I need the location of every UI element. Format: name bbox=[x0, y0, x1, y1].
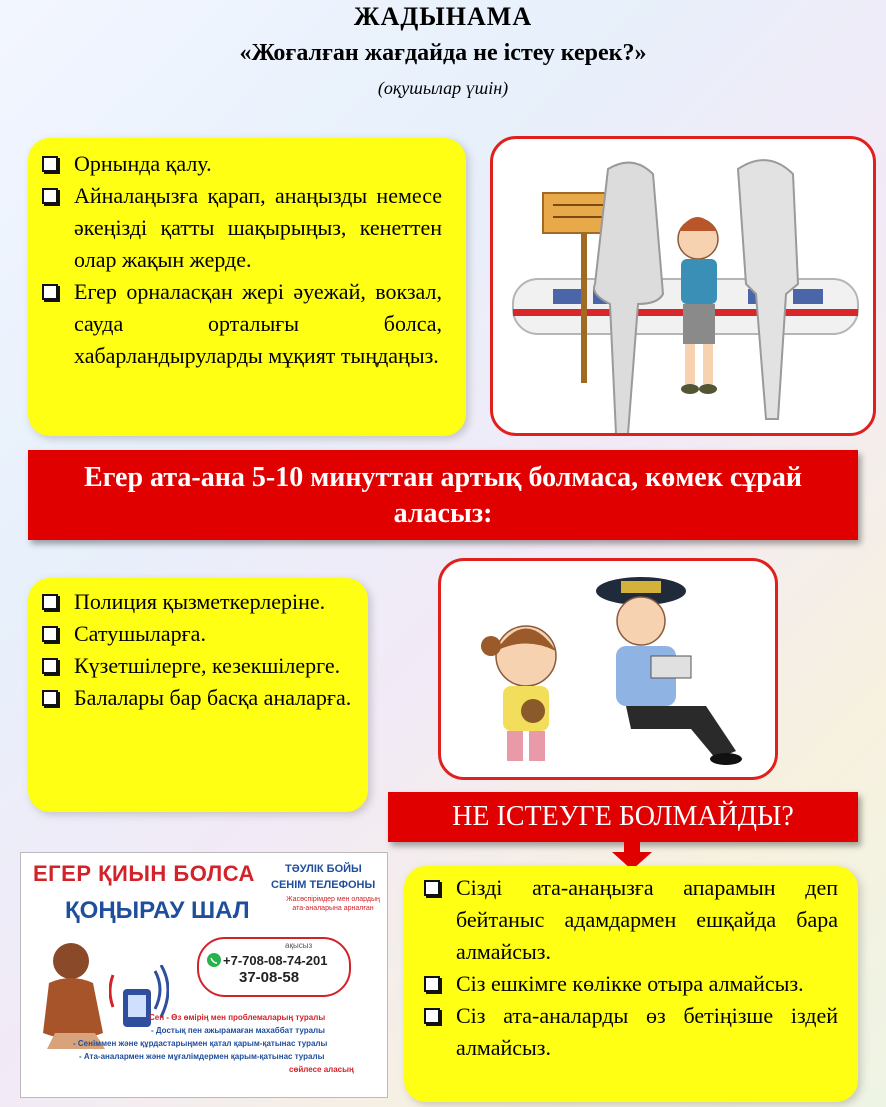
free-label: ақысыз bbox=[285, 941, 313, 950]
checkbox-icon bbox=[424, 1008, 440, 1024]
list-item: Балалары бар басқа аналарға. bbox=[32, 682, 352, 714]
list-item: Егер орналасқан жері әуежай, вокзал, сауда орталығы болса, хабарландыруларды мұқият тыңдаңыз. bbox=[32, 276, 442, 372]
forbidden-actions-box bbox=[404, 866, 858, 1102]
helpline-side-3: Жасөспірімдер мен олардың ата-аналарына арналған bbox=[286, 896, 380, 912]
list-item: Күзетшілерге, кезекшілерге. bbox=[32, 650, 352, 682]
topic-line: - Сеніммен және құрдастарыңмен қатал қарым-қатынас туралы bbox=[73, 1039, 328, 1048]
helpline-side-1: ТӘУЛІК БОЙЫ bbox=[285, 863, 362, 875]
list-item: Сіз ешкімге көлікке отыра алмайсыз. bbox=[414, 968, 838, 1000]
lost-child-illustration bbox=[490, 136, 876, 436]
who-to-ask-box bbox=[28, 578, 368, 812]
checkbox-icon bbox=[42, 690, 58, 706]
phone-number-2: 37-08-58 bbox=[239, 969, 300, 986]
checkbox-icon bbox=[42, 188, 58, 204]
checkbox-icon bbox=[42, 626, 58, 642]
checkbox-icon bbox=[424, 880, 440, 896]
topic-line: - Достық пен ажырамаған махаббат туралы bbox=[151, 1026, 325, 1035]
list-item: Айналаңызға қарап, анаңызды немесе әкеңізді қатты шақырыңыз, кенеттен олар жақын жерде. bbox=[32, 180, 442, 276]
topic-line: сөйлесе аласың bbox=[289, 1065, 354, 1074]
topic-line: Сен - Өз өмірің мен проблемаларың туралы bbox=[149, 1013, 326, 1022]
helpline-side-2: СЕНІМ ТЕЛЕФОНЫ bbox=[271, 879, 376, 891]
checkbox-icon bbox=[42, 156, 58, 172]
list-item: Сатушыларға. bbox=[32, 618, 352, 650]
topic-line: - Ата-аналармен және мұғалімдермен қарым-қатынас туралы bbox=[79, 1052, 325, 1061]
checkbox-icon bbox=[42, 594, 58, 610]
page-title: ЖАДЫНАМА bbox=[353, 2, 533, 31]
police-helping-child-illustration bbox=[438, 558, 778, 780]
whatsapp-icon bbox=[207, 953, 221, 967]
page-subtitle: «Жоғалған жағдайда не істеу керек?» bbox=[239, 40, 647, 66]
phone-number-1: +7-708-08-74-201 bbox=[223, 953, 328, 968]
helpline-poster bbox=[20, 852, 388, 1098]
helpline-headline-1: ЕГЕР ҚИЫН БОЛСА bbox=[33, 861, 255, 886]
checkbox-icon bbox=[424, 976, 440, 992]
list-item: Полиция қызметкерлеріне. bbox=[32, 586, 352, 618]
checkbox-icon bbox=[42, 658, 58, 674]
helpline-topics bbox=[73, 1011, 385, 1076]
audience-note: (оқушылар үшін) bbox=[377, 78, 509, 98]
list-item: Орнында қалу. bbox=[32, 148, 442, 180]
help-banner: Егер ата-ана 5-10 минуттан артық болмаса, көмек сұрай аласыз: bbox=[28, 450, 858, 540]
list-item: Сізді ата-анаңызға апарамын деп бейтаныс адамдармен ешқайда бара алмайсыз. bbox=[414, 872, 838, 968]
list-item: Сіз ата-аналарды өз бетіңізше іздей алмайсыз. bbox=[414, 1000, 838, 1064]
helpline-headline-2: ҚОҢЫРАУ ШАЛ bbox=[65, 897, 250, 924]
checkbox-icon bbox=[42, 284, 58, 300]
dont-do-banner: НЕ ІСТЕУГЕ БОЛМАЙДЫ? bbox=[388, 792, 858, 842]
stay-advice-box bbox=[28, 138, 466, 436]
phone-bubble bbox=[197, 937, 351, 997]
